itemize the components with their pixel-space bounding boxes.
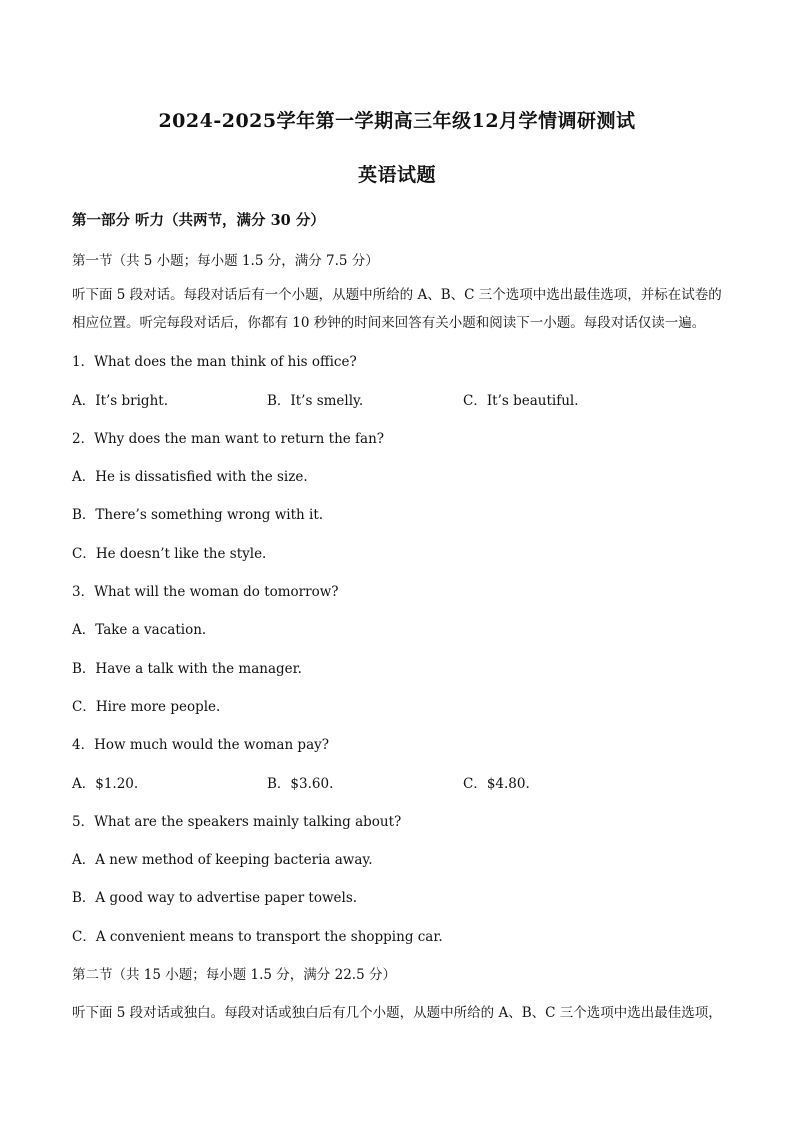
question-4-option-c: C．$4.80. [463, 776, 530, 792]
question-3-stem: 3．What will the woman do tomorrow? [72, 584, 339, 600]
question-2-stem: 2．Why does the man want to return the fan? [72, 431, 385, 447]
question-5-option-c: C．A convenient means to transport the shopping car. [72, 929, 443, 945]
question-2-option-c: C．He doesn’t like the style. [72, 546, 267, 562]
question-4-option-a: A．$1.20. [72, 776, 139, 792]
section1-heading: 第一节（共 5 小题；每小题 1.5 分，满分 7.5 分） [72, 253, 379, 269]
question-1-option-b: B．It’s smelly. [267, 393, 364, 409]
question-5-option-a: A．A new method of keeping bacteria away. [72, 852, 373, 868]
question-4-option-b: B．$3.60. [267, 776, 334, 792]
question-2-option-b: B．There’s something wrong with it. [72, 507, 324, 523]
question-4-stem: 4．How much would the woman pay? [72, 737, 329, 753]
section2-heading: 第二节（共 15 小题；每小题 1.5 分，满分 22.5 分） [72, 967, 396, 983]
question-5-option-b: B．A good way to advertise paper towels. [72, 890, 358, 906]
exam-title: 2024-2025学年第一学期高三年级12月学情调研测试 [158, 110, 636, 132]
question-3-option-c: C．Hire more people. [72, 699, 221, 715]
question-1-stem: 1．What does the man think of his office? [72, 354, 357, 370]
question-3-option-a: A．Take a vacation. [72, 622, 207, 638]
question-1-option-a: A．It’s bright. [72, 393, 168, 409]
part1-heading: 第一部分 听力（共两节，满分 30 分） [72, 212, 325, 229]
question-3-option-b: B．Have a talk with the manager. [72, 661, 302, 677]
question-2-option-a: A．He is dissatisfied with the size. [72, 469, 308, 485]
exam-subtitle: 英语试题 [357, 164, 436, 186]
question-1-option-c: C．It’s beautiful. [463, 393, 579, 409]
section1-instructions: 听下面 5 段对话。每段对话后有一个小题，从题中所给的 A、B、C 三个选项中选出最佳选项，并标在试卷的相应位置。听完每段对话后，你都有 10 秒钟的时间来回答有关小题和阅读下一小题。每段对话仅读一遍。 [72, 287, 722, 331]
question-5-stem: 5．What are the speakers mainly talking about? [72, 814, 402, 830]
section2-instructions: 听下面 5 段对话或独白。每段对话或独白后有几个小题，从题中所给的 A、B、C 三个选项中选出最佳选项， [72, 1005, 722, 1021]
